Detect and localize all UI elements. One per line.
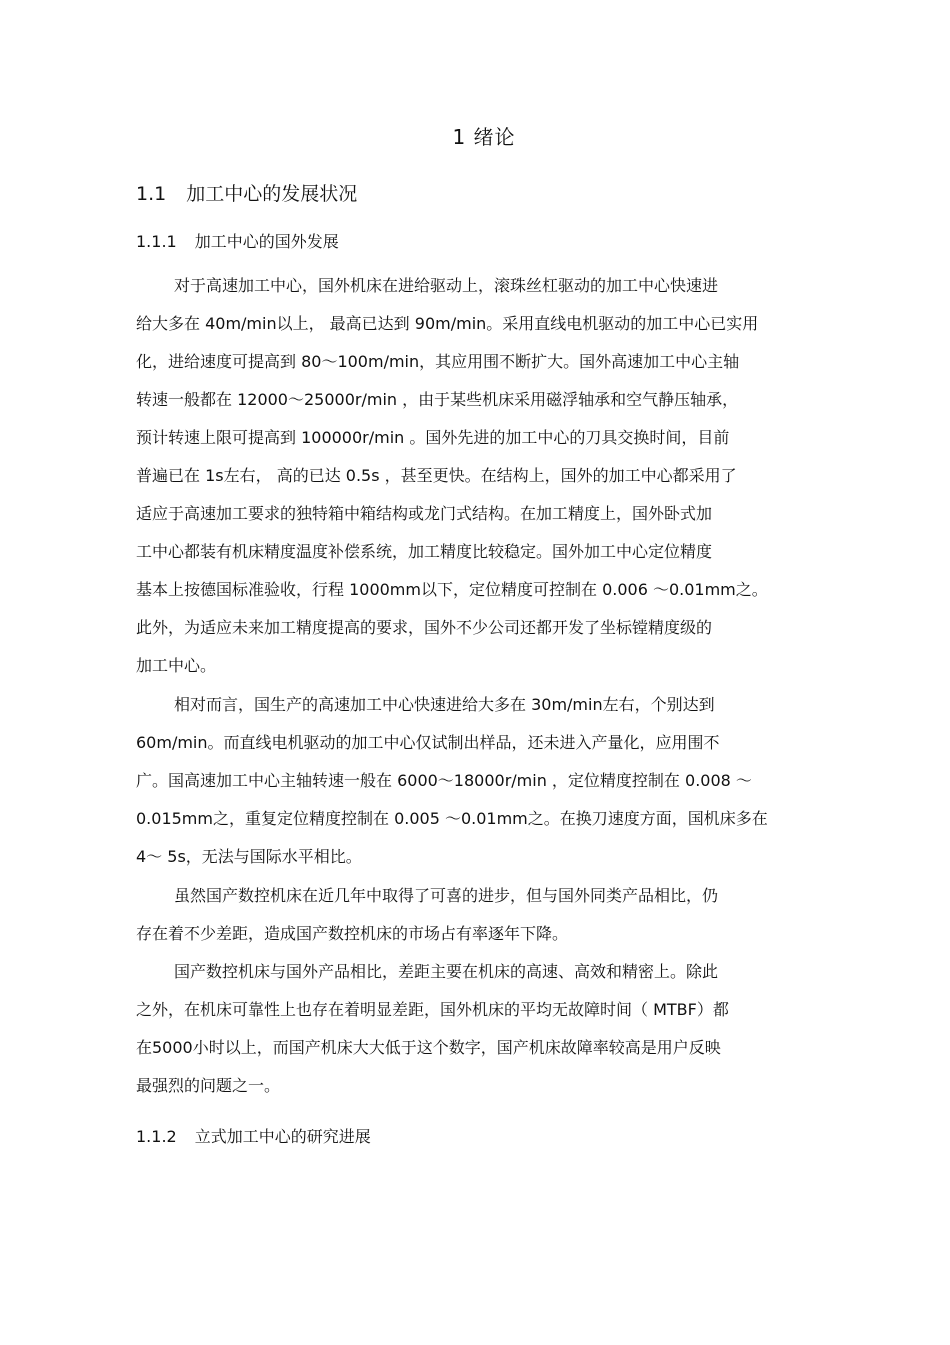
text-line: 相对而言，国生产的高速加工中心快速进给大多在 30m/min左右，个别达到 <box>174 695 715 714</box>
text-line: 预计转速上限可提高到 100000r/min 。国外先进的加工中心的刀具交换时间，目前 <box>136 428 730 447</box>
text-line: 4～ 5s，无法与国际水平相比。 <box>136 847 362 866</box>
text-line: 国产数控机床与国外产品相比，差距主要在机床的高速、高效和精密上。除此 <box>174 962 719 981</box>
text-line: 之外，在机床可靠性上也存在着明显差距，国外机床的平均无故障时间（ MTBF）都 <box>136 1000 729 1019</box>
text-line: 给大多在 40m/min以上， 最高已达到 90m/min。采用直线电机驱动的加工中心已实用 <box>136 314 759 333</box>
text-line: 存在着不少差距，造成国产数控机床的市场占有率逐年下降。 <box>136 924 569 943</box>
subsection-heading-2 <box>136 1124 371 1147</box>
paragraph-domestic-comparison <box>136 686 836 876</box>
section-number: 1.1 <box>136 183 167 205</box>
paragraph-reliability-gap <box>136 953 836 1105</box>
text-line: 60m/min。而直线电机驱动的加工中心仅试制出样品，还未进入产量化，应用围不 <box>136 733 720 752</box>
text-line: 适应于高速加工要求的独特箱中箱结构或龙门式结构。在加工精度上，国外卧式加 <box>136 504 713 523</box>
text-line: 此外，为适应未来加工精度提高的要求，国外不少公司还都开发了坐标镗精度级的 <box>136 618 713 637</box>
text-line: 0.015mm之，重复定位精度控制在 0.005 ～0.01mm之。在换刀速度方面，国机床多在 <box>136 809 768 828</box>
section-title: 加工中心的发展状况 <box>186 183 358 205</box>
text-line: 转速一般都在 12000～25000r/min ，由于某些机床采用磁浮轴承和空气静压轴承， <box>136 390 739 409</box>
subsection-number: 1.1.2 <box>136 1127 177 1146</box>
subsection-title: 加工中心的国外发展 <box>194 232 339 251</box>
subsection-heading-1 <box>136 229 339 252</box>
text-line: 虽然国产数控机床在近几年中取得了可喜的进步，但与国外同类产品相比，仍 <box>174 886 719 905</box>
text-line: 广。国高速加工中心主轴转速一般在 6000～18000r/min ，定位精度控制在 0.008 ～ <box>136 771 752 790</box>
subsection-title: 立式加工中心的研究进展 <box>194 1127 371 1146</box>
text-line: 对于高速加工中心，国外机床在进给驱动上，滚珠丝杠驱动的加工中心快速进 <box>174 276 719 295</box>
text-line: 普遍已在 1s左右， 高的已达 0.5s ，甚至更快。在结构上，国外的加工中心都采用了 <box>136 466 737 485</box>
paragraph-foreign-development <box>136 267 836 685</box>
text-line: 化，进给速度可提高到 80～100m/min，其应用围不断扩大。国外高速加工中心主轴 <box>136 352 740 371</box>
paragraph-progress-gap <box>136 877 836 953</box>
text-line: 工中心都装有机床精度温度补偿系统，加工精度比较稳定。国外加工中心定位精度 <box>136 542 713 561</box>
section-heading <box>136 179 357 206</box>
text-line: 加工中心。 <box>136 656 217 675</box>
text-line: 最强烈的问题之一。 <box>136 1076 281 1095</box>
chapter-title: 1 绪论 <box>452 125 516 149</box>
subsection-number: 1.1.1 <box>136 232 177 251</box>
text-line: 基本上按德国标准验收，行程 1000mm以下，定位精度可控制在 0.006 ～0.01mm之。 <box>136 580 768 599</box>
text-line: 在5000小时以上，而国产机床大大低于这个数字，国产机床故障率较高是用户反映 <box>136 1038 721 1057</box>
